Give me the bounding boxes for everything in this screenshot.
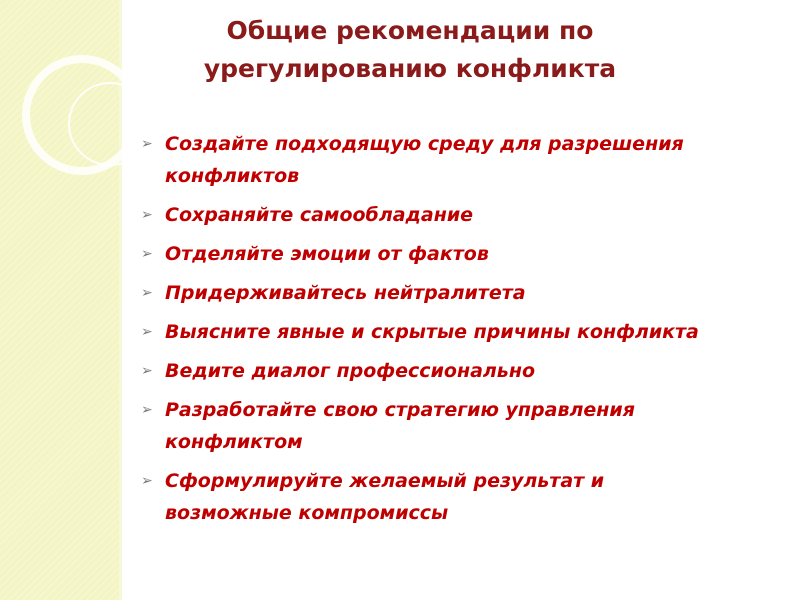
list-item-line: Сформулируйте желаемый результат и: [165, 470, 605, 492]
arrow-bullet-icon: ➢: [141, 473, 153, 489]
list-item-line: конфликтов: [165, 165, 300, 187]
arrow-bullet-icon: ➢: [141, 363, 153, 379]
slide-title: [130, 12, 690, 88]
list-item: [141, 199, 781, 231]
title-line-2: урегулированию конфликта: [203, 54, 617, 83]
list-item-text: Ведите диалог профессионально: [165, 360, 535, 382]
list-item-text: [165, 394, 635, 458]
list-item: [141, 394, 781, 458]
list-item-line: Разработайте свою стратегию управления: [165, 399, 635, 421]
list-item-line: Создайте подходящую среду для разрешения: [165, 133, 684, 155]
arrow-bullet-icon: ➢: [141, 246, 153, 262]
list-item: [141, 277, 781, 309]
arrow-bullet-icon: ➢: [141, 207, 153, 223]
list-item-text: [165, 128, 684, 192]
list-item: [141, 316, 781, 348]
list-item-text: Сохраняйте самообладание: [165, 204, 474, 226]
list-item-text: Отделяйте эмоции от фактов: [165, 243, 489, 265]
list-item-text: [165, 465, 604, 529]
list-item-line: возможные компромиссы: [165, 502, 449, 524]
list-item: [141, 238, 781, 270]
list-item-line: конфликтом: [165, 431, 303, 453]
arrow-bullet-icon: ➢: [141, 136, 153, 152]
arrow-bullet-icon: ➢: [141, 402, 153, 418]
recommendation-list: [141, 128, 781, 536]
title-line-1: Общие рекомендации по: [226, 16, 594, 45]
arrow-bullet-icon: ➢: [141, 285, 153, 301]
list-item-text: Придерживайтесь нейтралитета: [165, 282, 526, 304]
list-item: [141, 355, 781, 387]
arrow-bullet-icon: ➢: [141, 324, 153, 340]
list-item-text: Выясните явные и скрытые причины конфликта: [165, 321, 699, 343]
list-item: [141, 465, 781, 529]
list-item: [141, 128, 781, 192]
decorative-ring-thin: [68, 82, 152, 166]
